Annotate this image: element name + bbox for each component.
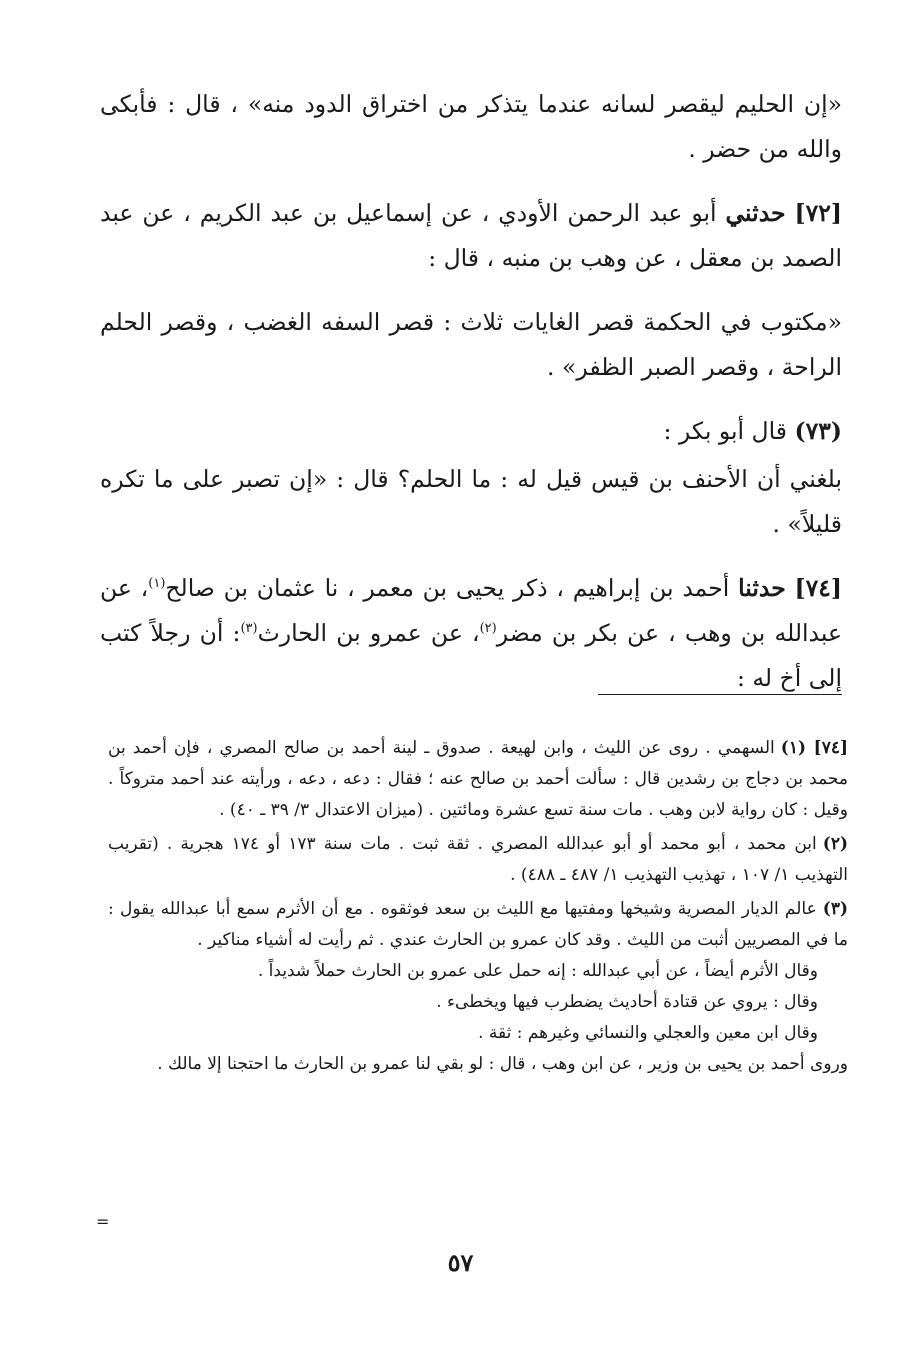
paragraph-1 <box>100 82 842 172</box>
footnote-3-para-5: وروى أحمد بن يحيى بن وزير ، عن ابن وهب ، قال : لو بقي لنا عمرو بن الحارث ما احتجنا إلا مالك . <box>157 1054 848 1074</box>
paragraph-73-body-text: بلغني أن الأحنف بن قيس قيل له : ما الحلم؟ قال : «إن تصبر على ما تكره قليلاً» . <box>100 465 842 538</box>
footnote-2-text: ابن محمد ، أبو محمد أو أبو عبدالله المصري . ثقة ثبت . مات سنة ١٧٣ أو ١٧٤ هجرية . (تقريب التهذيب ١/ ١٠٧ ، تهذيب التهذيب ١/ ٤٨٧ ـ ٤٨٨) . <box>108 834 848 885</box>
paragraph-72 <box>100 191 842 281</box>
paragraph-73 <box>100 409 842 454</box>
paragraph-73-body <box>100 457 842 547</box>
paragraph-74-part-d: : أن رجلاً كتب إلى أخ له : <box>100 619 842 692</box>
footnote-3-para-3: وقال : يروي عن قتادة أحاديث يضطرب فيها ويخطىء . <box>436 992 818 1012</box>
footnote-ref-2: (٢) <box>479 621 497 637</box>
entry-number-73: (٧٣) <box>794 417 842 445</box>
footnote-3-para-4: وقال ابن معين والعجلي والنسائي وغيرهم : ثقة . <box>478 1023 818 1043</box>
paragraph-74 <box>100 566 842 701</box>
chain-lead-72: حدثني <box>725 199 786 227</box>
footnote-2 <box>108 829 848 891</box>
footnote-3 <box>108 894 848 1080</box>
footnote-3-text: عالم الديار المصرية وشيخها ومفتيها مع الليث بن سعد فوثقوه . مع أن الأثرم سمع أبا عبدالله يقول : ما في المصريين أثبت من الليث . وقد كان عمرو بن الحارث عندي . ثم رأيت له أشياء مناكير . <box>108 899 848 950</box>
chain-lead-74: حدثنا <box>738 574 786 602</box>
footnote-1-text: السهمي . روى عن الليث ، وابن لهيعة . صدوق ـ لينة أحمد بن صالح المصري ، فإن أحمد بن محمد بن دجاج بن رشدين قال : سألت أحمد بن صالح عنه ؛ فقال : دعه ، دعه ، ورأيته عند أحمد متروكاً . وقيل : كان رواية لابن وهب . مات سنة تسع عشرة ومائتين . (ميزان الاعتدال ٣/ ٣٩ ـ ٤٠) . <box>108 738 848 820</box>
paragraph-73-text: قال أبو بكر : <box>663 417 788 445</box>
paragraph-74-part-b: ، عن عبدالله بن وهب ، عن بكر بن مضر <box>100 574 842 647</box>
main-text <box>100 82 842 720</box>
entry-number-72: [٧٢] <box>794 199 842 227</box>
footnote-2-label: (٢) <box>822 834 848 854</box>
footnote-1-label: [٧٤] (١) <box>780 738 848 758</box>
paragraph-1-text: «إن الحليم ليقصر لسانه عندما يتذكر من اختراق الدود منه» ، قال : فأبكى والله من حضر . <box>100 90 842 163</box>
page-number: ٥٧ <box>447 1248 474 1277</box>
paragraph-72-text: أبو عبد الرحمن الأودي ، عن إسماعيل بن عبد الكريم ، عن عبد الصمد بن معقل ، عن وهب بن منبه ، قال : <box>100 199 842 272</box>
paragraph-74-part-a: أحمد بن إبراهيم ، ذكر يحيى بن معمر ، نا عثمان بن صالح <box>165 574 730 602</box>
margin-mark: = <box>96 1212 110 1231</box>
footnote-separator <box>598 694 842 695</box>
paragraph-74-part-c: ، عن عمرو بن الحارث <box>257 619 480 647</box>
entry-number-74: [٧٤] <box>794 574 842 602</box>
footnote-3-label: (٣) <box>822 899 848 919</box>
footnote-ref-3: (٣) <box>240 621 258 637</box>
quote-72-text: «مكتوب في الحكمة قصر الغايات ثلاث : قصر السفه الغضب ، وقصر الحلم الراحة ، وقصر الصبر الظفر» . <box>100 308 842 381</box>
footnote-1 <box>108 733 848 826</box>
footnote-3-para-2: وقال الأثرم أيضاً ، عن أبي عبدالله : إنه حمل على عمرو بن الحارث حملاً شديداً . <box>257 961 818 981</box>
footnote-ref-1: (١) <box>148 576 166 592</box>
paragraph-72-quote <box>100 300 842 390</box>
footnotes <box>108 733 848 1083</box>
